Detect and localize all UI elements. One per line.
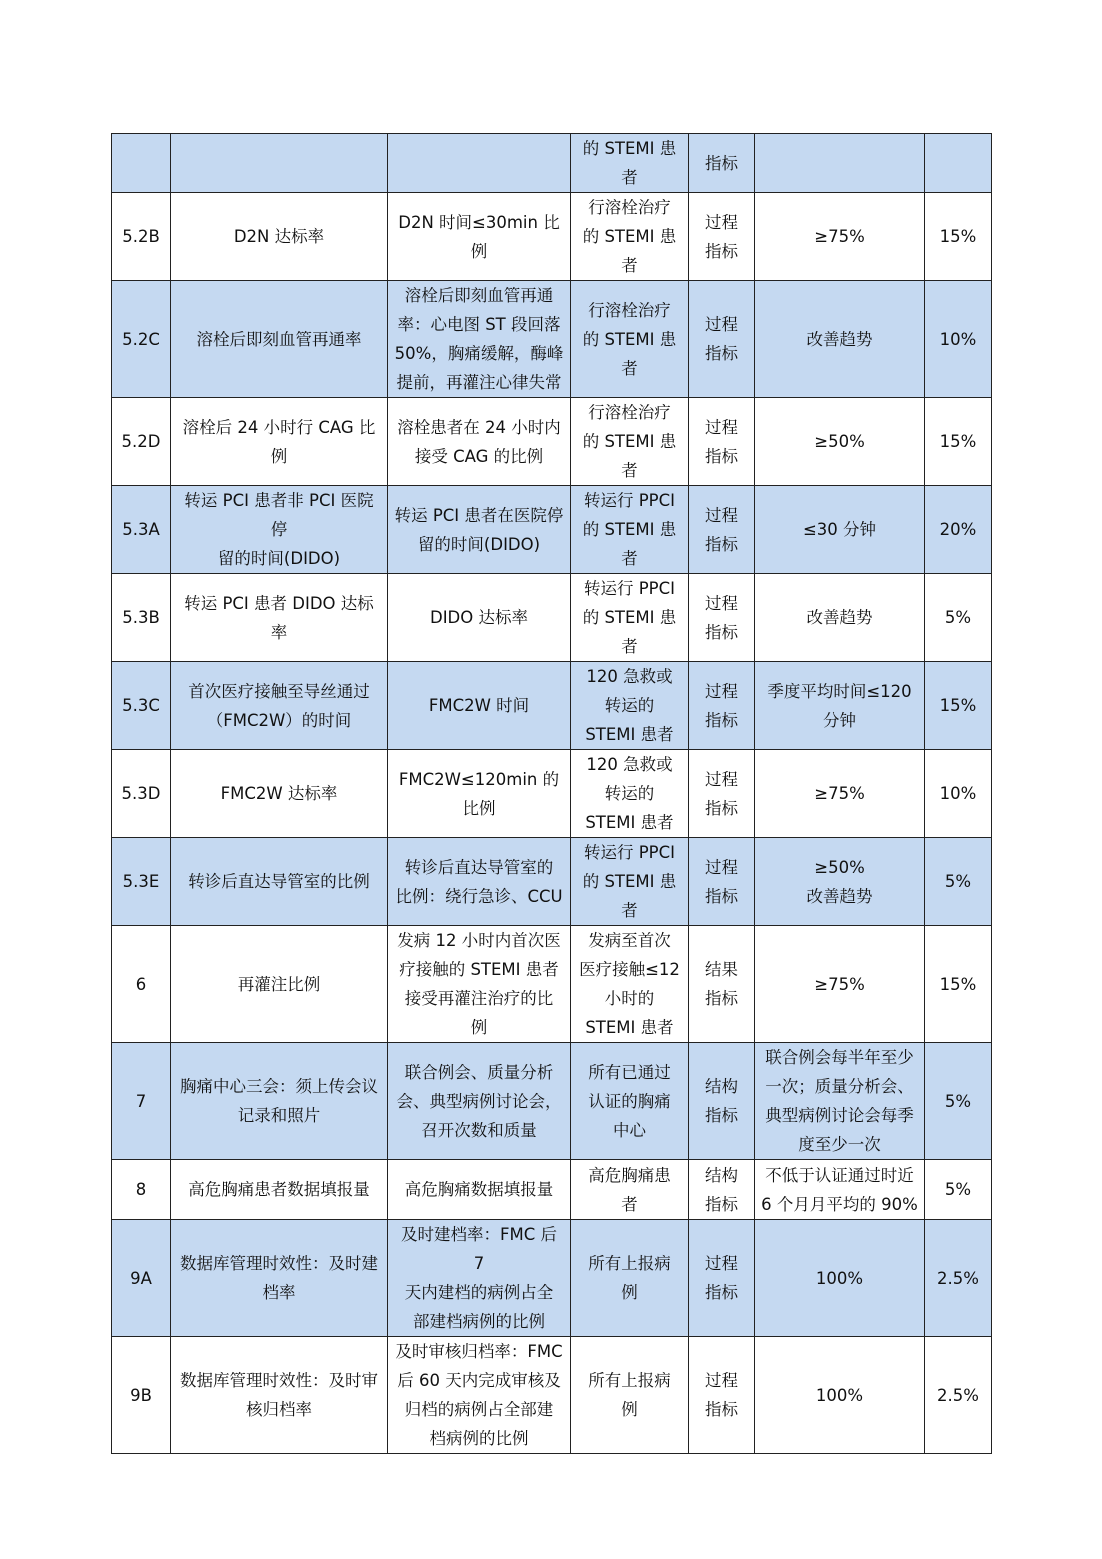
cell-line: 天内建档的病例占全 [404,1283,554,1302]
indicator-name-cell [171,574,388,662]
table-row [112,926,992,1043]
target-population-cell [571,1220,689,1337]
cell-line: 例 [621,1400,638,1419]
cell-text: 15% [939,696,977,715]
cell-line: ≥75% [814,974,865,994]
target-population-cell [571,838,689,926]
weight-cell [925,1160,992,1220]
target-value-cell [755,1160,925,1220]
table-row [112,1337,992,1454]
indicator-id-cell [112,398,171,486]
cell-line: 接受再灌注治疗的比 [404,989,554,1008]
indicator-name-cell [171,750,388,838]
indicator-type-cell [689,486,755,574]
indicator-name-cell [171,662,388,750]
cell-line: 指标 [705,534,738,554]
cell-line: 者 [621,168,638,187]
indicator-id-cell [112,1160,171,1220]
weight-cell [925,398,992,486]
cell-line: 过程 [705,1371,738,1390]
cell-line: 会、典型病例讨论会， [396,1091,562,1111]
cell-line: 转诊后直达导管室的 [404,857,554,877]
target-value-cell [755,193,925,281]
target-population-cell [571,750,689,838]
target-population-cell [571,486,689,574]
cell-line: 指标 [705,710,738,730]
indicator-type-cell [689,193,755,281]
cell-text: 9B [130,1385,152,1405]
cell-line: 指标 [705,622,738,642]
indicator-id-cell [112,750,171,838]
indicator-type-cell [689,134,755,193]
cell-line: 小时的 [604,989,655,1008]
cell-line: 溶栓后 24 小时行 CAG 比例 [182,417,376,466]
cell-text: 5.3B [122,608,160,627]
cell-line: 转运行 PPCI [583,843,676,862]
indicator-definition-cell [388,838,571,926]
weight-cell [925,1337,992,1454]
weight-cell [925,1043,992,1160]
weight-cell [925,1220,992,1337]
indicator-name-cell [171,193,388,281]
cell-line: 医疗接触≤12 [579,960,680,979]
cell-text: 6 [135,974,147,994]
cell-text: 20% [939,520,977,539]
cell-line: 指标 [705,344,738,363]
target-population-cell [571,134,689,193]
cell-line: 溶栓后即刻血管再通率 [196,329,362,349]
indicator-name-cell [171,281,388,398]
indicator-type-cell [689,662,755,750]
cell-line: 高危胸痛患 [588,1165,671,1185]
table-row [112,134,992,193]
cell-text: 5% [944,872,972,891]
cell-text: 5.3C [122,696,160,715]
indicator-name-cell [171,926,388,1043]
cell-line: 发病至首次 [588,931,671,950]
cell-line: 疗接触的 STEMI 患者 [399,960,559,979]
weight-cell [925,486,992,574]
cell-line: 者 [621,901,638,920]
cell-line: 转运 PCI 患者在医院停 [394,505,564,525]
indicator-definition-cell [388,1043,571,1160]
weight-cell [925,193,992,281]
indicator-name-cell [171,1220,388,1337]
weight-cell [925,574,992,662]
indicator-id-cell [112,838,171,926]
indicator-type-cell [689,398,755,486]
target-value-cell [755,1043,925,1160]
target-value-cell [755,398,925,486]
table-row [112,750,992,838]
cell-line: 转运的 [604,784,655,803]
cell-line: 指标 [705,886,738,906]
cell-line: 过程 [705,593,738,613]
indicator-id-cell [112,1220,171,1337]
cell-text: 2.5% [937,1385,979,1405]
metrics-table [111,133,992,1454]
cell-line: 过程 [705,315,738,334]
cell-line: 者 [621,637,638,656]
indicator-name-cell [171,134,388,193]
cell-text: 10% [939,329,977,349]
cell-line: 指标 [705,798,738,818]
cell-line: 发病 12 小时内首次医 [397,931,561,950]
indicator-name-cell [171,1337,388,1454]
indicator-definition-cell [388,662,571,750]
target-value-cell [755,1220,925,1337]
cell-line: 的 STEMI 患 [582,329,677,349]
target-population-cell [571,281,689,398]
cell-text: 15% [939,227,977,246]
cell-line: 过程 [705,857,738,877]
cell-line: FMC2W 达标率 [220,784,338,803]
target-value-cell [755,838,925,926]
cell-line: 120 急救或 [586,667,673,686]
indicator-type-cell [689,1160,755,1220]
cell-line: 者 [621,461,638,480]
table-row [112,486,992,574]
indicator-id-cell [112,134,171,193]
cell-text: 15% [939,974,977,994]
cell-line: 一次；质量分析会、 [765,1077,914,1096]
indicator-type-cell [689,838,755,926]
cell-line: 溶栓患者在 24 小时内 [397,417,561,437]
target-population-cell [571,926,689,1043]
indicator-definition-cell [388,486,571,574]
cell-line: 转运行 PPCI [583,491,676,510]
table-row [112,574,992,662]
cell-line: 100% [815,1385,864,1405]
cell-text: 15% [939,432,977,451]
cell-line: 指标 [705,989,738,1008]
cell-line: 溶栓后即刻血管再通 [404,286,554,305]
cell-line: 数据库管理时效性：及时审 [180,1371,378,1390]
indicator-type-cell [689,750,755,838]
table-row [112,838,992,926]
cell-line: 改善趋势 [806,329,873,349]
cell-line: 首次医疗接触至导丝通过 [188,681,370,701]
cell-line: 指标 [705,153,738,173]
indicator-id-cell [112,1043,171,1160]
target-population-cell [571,1043,689,1160]
target-population-cell [571,1337,689,1454]
target-value-cell [755,662,925,750]
cell-line: 结果 [705,960,738,979]
cell-line: 例 [621,1283,638,1302]
cell-line: 部建档病例的比例 [413,1312,545,1331]
weight-cell [925,662,992,750]
cell-line: 留的时间(DIDO) [417,534,541,554]
cell-line: STEMI 患者 [585,813,674,832]
target-value-cell [755,1337,925,1454]
cell-line: 指标 [705,241,738,261]
cell-text: 5.3A [122,520,160,539]
cell-line: 100% [815,1268,864,1288]
cell-line: 过程 [705,417,738,437]
weight-cell [925,281,992,398]
indicator-id-cell [112,662,171,750]
cell-line: 者 [621,358,638,378]
cell-line: 再灌注比例 [237,974,321,994]
target-population-cell [571,398,689,486]
cell-line: STEMI 患者 [585,1018,674,1037]
indicator-definition-cell [388,1220,571,1337]
indicator-id-cell [112,1337,171,1454]
indicator-definition-cell [388,398,571,486]
cell-text: 5.3E [122,872,160,891]
cell-line: 例 [470,1018,488,1037]
indicator-id-cell [112,486,171,574]
cell-text: 2.5% [937,1268,979,1288]
target-value-cell [755,134,925,193]
cell-line: 后 60 天内完成审核及 [397,1371,561,1390]
cell-text: 10% [939,784,977,803]
weight-cell [925,926,992,1043]
indicator-name-cell [171,1043,388,1160]
cell-line: 例 [470,241,488,261]
cell-text: 5% [944,1091,972,1111]
indicator-definition-cell [388,193,571,281]
cell-line: 者 [621,549,638,568]
cell-line: 联合例会、质量分析 [404,1062,554,1082]
cell-line: 提前，再灌注心律失常 [396,373,562,392]
cell-line: FMC2W 时间 [428,696,530,715]
cell-text: 9A [130,1268,152,1288]
cell-line: 比例 [462,798,496,818]
cell-line: 接受 CAG 的比例 [414,446,544,466]
cell-text: 7 [135,1091,147,1111]
cell-line: 不低于认证通过时近 [765,1165,914,1185]
cell-line: 联合例会每半年至少 [765,1048,914,1067]
indicator-id-cell [112,281,171,398]
cell-text: 5.2C [122,329,160,349]
cell-line: ≤30 分钟 [802,520,877,539]
indicator-type-cell [689,1220,755,1337]
target-value-cell [755,574,925,662]
cell-line: 行溶栓治疗 [588,198,671,217]
cell-line: 转运的 [604,696,655,715]
cell-line: 率：心电图 ST 段回落 [397,315,561,334]
target-population-cell [571,574,689,662]
cell-line: 转运 PCI 患者非 PCI 医院停 [184,491,374,539]
cell-line: FMC2W≤120min 的 [398,769,560,789]
cell-line: 高危胸痛数据填报量 [404,1180,554,1199]
weight-cell [925,750,992,838]
cell-line: 度至少一次 [798,1135,881,1154]
cell-line: 典型病例讨论会每季 [765,1106,914,1125]
weight-cell [925,838,992,926]
cell-line: 指标 [705,1283,738,1302]
indicator-id-cell [112,574,171,662]
cell-line: 改善趋势 [806,886,873,906]
cell-text: 5.2B [122,227,160,246]
target-value-cell [755,926,925,1043]
indicator-definition-cell [388,1337,571,1454]
cell-text: 5% [944,608,972,627]
cell-line: 的 STEMI 患 [582,872,677,891]
cell-text: 5.2D [121,432,161,451]
cell-line: 分钟 [823,710,856,730]
cell-line: 比例：绕行急诊、CCU [395,886,563,906]
indicator-definition-cell [388,750,571,838]
cell-line: 档率 [262,1283,296,1302]
cell-line: 指标 [705,1106,738,1125]
table-row [112,193,992,281]
cell-line: 转诊后直达导管室的比例 [188,872,370,891]
cell-line: 结构 [705,1077,738,1096]
cell-line: 过程 [705,769,738,789]
indicator-name-cell [171,486,388,574]
cell-line: D2N 时间≤30min 比 [398,212,560,232]
cell-line: 过程 [705,505,738,525]
cell-line: 过程 [705,681,738,701]
cell-line: 中心 [613,1120,646,1140]
indicator-type-cell [689,926,755,1043]
cell-line: 高危胸痛患者数据填报量 [188,1180,370,1199]
target-value-cell [755,750,925,838]
cell-line: 所有上报病 [588,1254,671,1273]
target-population-cell [571,193,689,281]
table-row [112,662,992,750]
indicator-id-cell [112,926,171,1043]
indicator-name-cell [171,398,388,486]
cell-line: 数据库管理时效性：及时建 [180,1254,378,1273]
cell-line: 者 [621,1194,638,1214]
cell-line: ≥75% [814,227,865,246]
cell-line: 的 STEMI 患 [582,139,677,158]
cell-line: 及时建档率：FMC 后 7 [401,1225,557,1273]
cell-line: 过程 [705,212,738,232]
cell-line: 结构 [705,1165,738,1185]
cell-line: 50%，胸痛缓解，酶峰 [394,344,564,363]
indicator-type-cell [689,1337,755,1454]
cell-text: 5% [944,1180,972,1199]
cell-line: ≥50% [814,432,865,451]
cell-line: 转运 PCI 患者 DIDO 达标率 [184,593,374,642]
table-row [112,1043,992,1160]
indicator-definition-cell [388,926,571,1043]
indicator-type-cell [689,281,755,398]
cell-line: 指标 [705,446,738,466]
cell-line: 记录和照片 [237,1106,321,1125]
cell-line: 核归档率 [246,1400,312,1419]
indicator-definition-cell [388,574,571,662]
target-population-cell [571,1160,689,1220]
cell-line: ≥75% [814,784,865,803]
cell-line: 指标 [705,1400,738,1419]
cell-line: DIDO 达标率 [429,608,528,627]
target-population-cell [571,662,689,750]
cell-line: 所有上报病 [588,1371,671,1390]
cell-line: 的 STEMI 患 [582,432,677,451]
cell-line: 的 STEMI 患 [582,608,677,627]
indicator-definition-cell [388,281,571,398]
target-value-cell [755,281,925,398]
cell-text: 5.3D [121,784,161,803]
target-value-cell [755,486,925,574]
cell-line: 的 STEMI 患 [582,520,677,539]
cell-line: 行溶栓治疗 [588,300,671,320]
indicator-definition-cell [388,1160,571,1220]
cell-line: 6 个月月平均的 90% [761,1194,918,1214]
cell-line: 转运行 PPCI [583,579,676,598]
cell-line: 召开次数和质量 [421,1120,537,1140]
cell-line: 留的时间(DIDO) [217,549,341,568]
cell-line: 及时审核归档率：FMC [395,1342,563,1361]
indicator-definition-cell [388,134,571,193]
indicator-name-cell [171,1160,388,1220]
cell-line: 指标 [705,1194,738,1214]
cell-line: ≥50% [814,857,865,877]
cell-line: 的 STEMI 患 [582,227,677,246]
table-row [112,281,992,398]
indicator-name-cell [171,838,388,926]
cell-text: 8 [135,1180,147,1199]
cell-line: 档病例的比例 [429,1429,529,1448]
table-row [112,1160,992,1220]
cell-line: 行溶栓治疗 [588,403,671,422]
cell-line: 所有已通过 [588,1062,671,1082]
cell-line: STEMI 患者 [585,725,674,744]
cell-line: 者 [621,256,638,275]
indicator-type-cell [689,1043,755,1160]
indicator-type-cell [689,574,755,662]
cell-line: 季度平均时间≤120 [767,681,912,701]
cell-line: D2N 达标率 [233,227,325,246]
indicator-id-cell [112,193,171,281]
cell-line: 改善趋势 [806,608,873,627]
weight-cell [925,134,992,193]
cell-line: 认证的胸痛 [588,1091,671,1111]
table-row [112,1220,992,1337]
cell-line: 胸痛中心三会：须上传会议 [180,1077,378,1096]
cell-line: （FMC2W）的时间 [206,710,352,730]
cell-line: 120 急救或 [586,755,673,774]
cell-line: 归档的病例占全部建 [404,1400,554,1419]
cell-line: 过程 [705,1254,738,1273]
table-row [112,398,992,486]
metrics-table-body [112,134,992,1454]
